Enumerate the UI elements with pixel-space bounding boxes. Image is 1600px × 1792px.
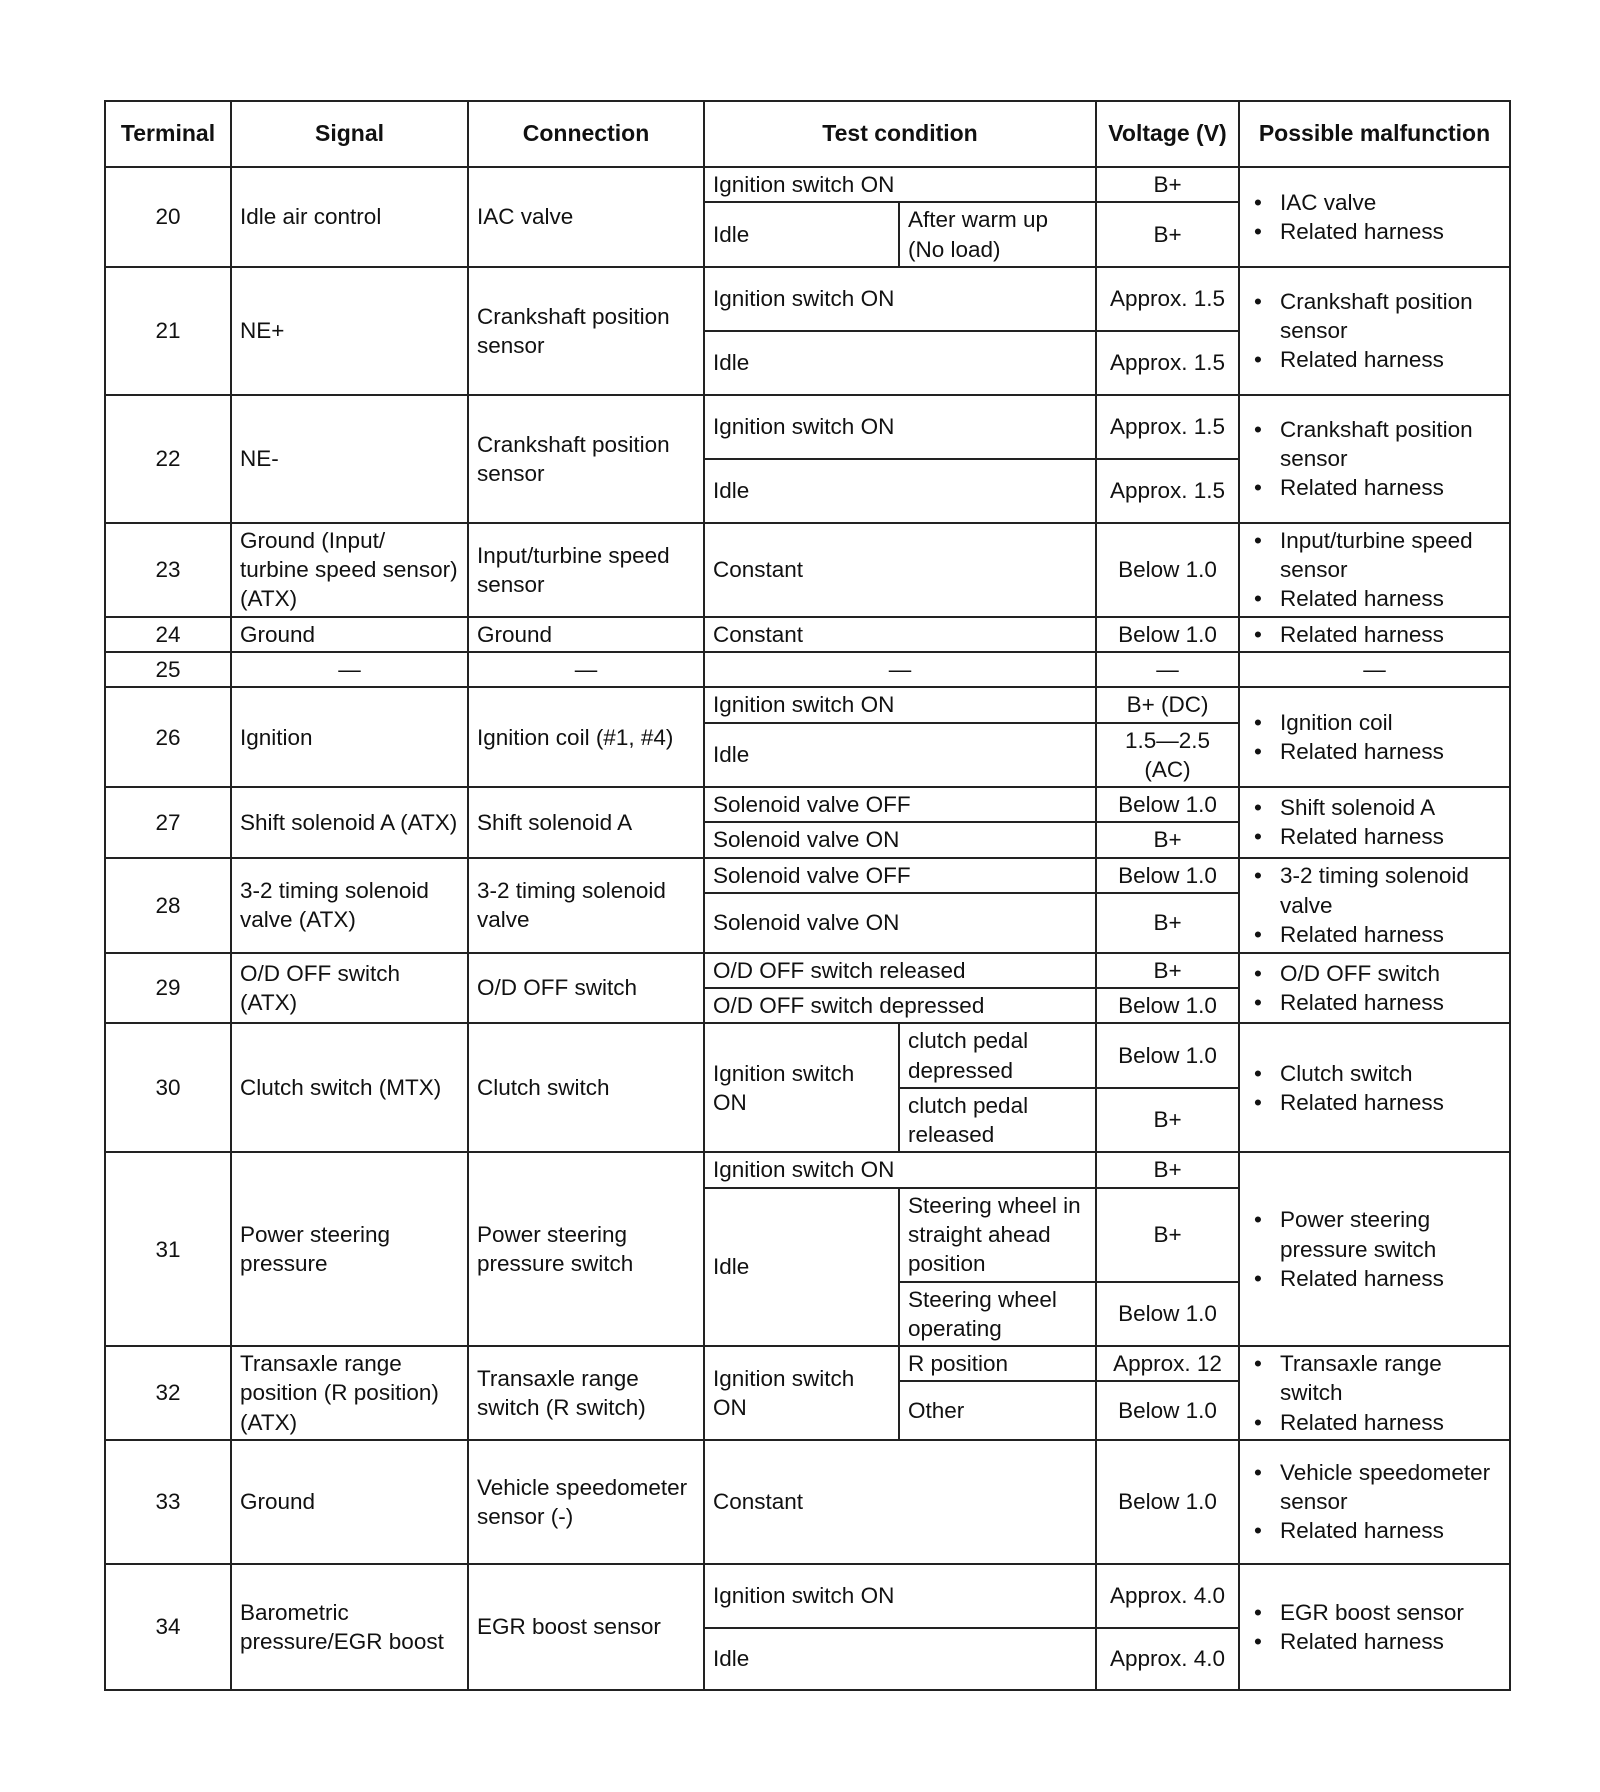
connection-cell: Transaxle range switch (R switch) (468, 1346, 704, 1440)
connection-cell: Ignition coil (#1, #4) (468, 687, 704, 787)
condition-cell: Constant (704, 523, 1096, 617)
condition-cell: Solenoid valve OFF (704, 858, 1096, 893)
malfunction-cell (1239, 1152, 1510, 1346)
condition-detail-cell: Steering wheel in straight ahead position (899, 1188, 1096, 1282)
terminal-cell: 21 (105, 267, 231, 395)
connection-cell: EGR boost sensor (468, 1564, 704, 1690)
malfunction-cell (1239, 1346, 1510, 1440)
malfunction-item: • Related harness (1248, 1264, 1501, 1293)
condition-cell: Idle (704, 1628, 1096, 1690)
terminal-cell: 34 (105, 1564, 231, 1690)
condition-cell: Ignition switch ON (704, 1346, 899, 1440)
malfunction-cell (1239, 858, 1510, 953)
table-row (105, 858, 1510, 893)
header-terminal: Terminal (105, 101, 231, 167)
signal-cell: Ground (231, 1440, 468, 1564)
voltage-cell: 1.5—2.5 (AC) (1096, 723, 1239, 788)
table-row (105, 1346, 1510, 1381)
terminal-cell: 27 (105, 787, 231, 858)
malfunction-cell (1239, 1564, 1510, 1690)
voltage-cell: Approx. 4.0 (1096, 1628, 1239, 1690)
condition-cell: O/D OFF switch released (704, 953, 1096, 988)
condition-detail-cell: After warm up (No load) (899, 202, 1096, 267)
terminal-cell: 28 (105, 858, 231, 953)
malfunction-item: • Transaxle range switch (1248, 1349, 1501, 1408)
voltage-cell: Below 1.0 (1096, 988, 1239, 1023)
condition-detail-cell: clutch pedal released (899, 1088, 1096, 1153)
terminal-cell: 24 (105, 617, 231, 652)
terminal-cell: 25 (105, 652, 231, 687)
condition-cell: Solenoid valve ON (704, 822, 1096, 857)
header-signal: Signal (231, 101, 468, 167)
signal-cell: — (231, 652, 468, 687)
condition-cell: O/D OFF switch depressed (704, 988, 1096, 1023)
malfunction-cell (1239, 523, 1510, 617)
malfunction-item: • Related harness (1248, 1088, 1501, 1117)
signal-cell: Power steering pressure (231, 1152, 468, 1346)
malfunction-cell (1239, 1023, 1510, 1152)
voltage-cell: Approx. 1.5 (1096, 395, 1239, 459)
malfunction-item: • Related harness (1248, 822, 1501, 851)
signal-cell: Shift solenoid A (ATX) (231, 787, 468, 858)
voltage-cell: Below 1.0 (1096, 1282, 1239, 1347)
connection-cell: Power steering pressure switch (468, 1152, 704, 1346)
voltage-cell: B+ (1096, 1188, 1239, 1282)
signal-cell: O/D OFF switch (ATX) (231, 953, 468, 1024)
signal-cell: Idle air control (231, 167, 468, 267)
connection-cell: Input/turbine speed sensor (468, 523, 704, 617)
voltage-cell: B+ (1096, 1152, 1239, 1187)
voltage-cell: Below 1.0 (1096, 858, 1239, 893)
connection-cell: Crankshaft position sensor (468, 267, 704, 395)
condition-cell: Ignition switch ON (704, 1564, 1096, 1628)
voltage-cell: Below 1.0 (1096, 1023, 1239, 1088)
voltage-cell: Approx. 1.5 (1096, 331, 1239, 395)
condition-cell: Ignition switch ON (704, 395, 1096, 459)
voltage-cell: B+ (1096, 1088, 1239, 1153)
signal-cell: NE- (231, 395, 468, 523)
voltage-cell: B+ (1096, 893, 1239, 953)
header-possible-malfunction: Possible malfunction (1239, 101, 1510, 167)
signal-cell: Ground (231, 617, 468, 652)
condition-cell: Constant (704, 1440, 1096, 1564)
malfunction-item: • Related harness (1248, 1627, 1501, 1656)
malfunction-item: • Related harness (1248, 584, 1501, 613)
table-row (105, 953, 1510, 988)
malfunction-cell (1239, 617, 1510, 652)
terminal-cell: 32 (105, 1346, 231, 1440)
connection-cell: Clutch switch (468, 1023, 704, 1152)
signal-cell: Ground (Input/ turbine speed sensor) (ATX) (231, 523, 468, 617)
signal-cell: Clutch switch (MTX) (231, 1023, 468, 1152)
connection-cell: 3-2 timing solenoid valve (468, 858, 704, 953)
signal-cell: Transaxle range position (R position) (ATX) (231, 1346, 468, 1440)
voltage-cell: Approx. 1.5 (1096, 459, 1239, 523)
condition-detail-cell: Steering wheel operating (899, 1282, 1096, 1347)
malfunction-cell (1239, 787, 1510, 858)
table-row (105, 1023, 1510, 1088)
condition-cell: Ignition switch ON (704, 267, 1096, 331)
malfunction-cell (1239, 1440, 1510, 1564)
condition-cell: Ignition switch ON (704, 687, 1096, 722)
terminal-cell: 33 (105, 1440, 231, 1564)
condition-cell: Idle (704, 459, 1096, 523)
table-row (105, 167, 1510, 202)
malfunction-item: • Related harness (1248, 1516, 1501, 1545)
table-row (105, 687, 1510, 722)
voltage-cell: Approx. 1.5 (1096, 267, 1239, 331)
malfunction-item: • Shift solenoid A (1248, 793, 1501, 822)
malfunction-item: • Related harness (1248, 620, 1501, 649)
condition-cell: Idle (704, 202, 899, 267)
malfunction-item: • Related harness (1248, 988, 1501, 1017)
table-row (105, 652, 1510, 687)
voltage-cell: Below 1.0 (1096, 523, 1239, 617)
header-connection: Connection (468, 101, 704, 167)
voltage-cell: Below 1.0 (1096, 1440, 1239, 1564)
table-row (105, 1564, 1510, 1628)
voltage-cell: B+ (1096, 822, 1239, 857)
voltage-cell: Below 1.0 (1096, 787, 1239, 822)
table-row (105, 787, 1510, 822)
terminal-cell: 29 (105, 953, 231, 1024)
connection-cell: O/D OFF switch (468, 953, 704, 1024)
terminal-cell: 22 (105, 395, 231, 523)
malfunction-item: • EGR boost sensor (1248, 1598, 1501, 1627)
condition-cell: Solenoid valve OFF (704, 787, 1096, 822)
malfunction-item: • Related harness (1248, 1408, 1501, 1437)
table-row (105, 1152, 1510, 1187)
condition-cell: Ignition switch ON (704, 167, 1096, 202)
voltage-cell: — (1096, 652, 1239, 687)
signal-cell: Barometric pressure/EGR boost (231, 1564, 468, 1690)
malfunction-item: • Ignition coil (1248, 708, 1501, 737)
voltage-cell: B+ (1096, 167, 1239, 202)
malfunction-item: • Crankshaft position sensor (1248, 287, 1501, 346)
condition-cell: Constant (704, 617, 1096, 652)
header-test-condition: Test condition (704, 101, 1096, 167)
connection-cell: IAC valve (468, 167, 704, 267)
malfunction-cell (1239, 167, 1510, 267)
malfunction-item: • IAC valve (1248, 188, 1501, 217)
voltage-cell: Approx. 4.0 (1096, 1564, 1239, 1628)
voltage-cell: B+ (1096, 953, 1239, 988)
malfunction-item: • Related harness (1248, 345, 1501, 374)
malfunction-cell: — (1239, 652, 1510, 687)
terminal-voltage-table (104, 100, 1511, 1691)
malfunction-item: • Related harness (1248, 737, 1501, 766)
condition-cell: Ignition switch ON (704, 1152, 1096, 1187)
connection-cell: Shift solenoid A (468, 787, 704, 858)
terminal-cell: 31 (105, 1152, 231, 1346)
connection-cell: Crankshaft position sensor (468, 395, 704, 523)
condition-cell: Idle (704, 331, 1096, 395)
condition-detail-cell: R position (899, 1346, 1096, 1381)
condition-cell: Solenoid valve ON (704, 893, 1096, 953)
connection-cell: Ground (468, 617, 704, 652)
malfunction-item: • Clutch switch (1248, 1059, 1501, 1088)
terminal-cell: 23 (105, 523, 231, 617)
connection-cell: — (468, 652, 704, 687)
table-row (105, 617, 1510, 652)
malfunction-item: • Power steering pressure switch (1248, 1205, 1501, 1264)
signal-cell: NE+ (231, 267, 468, 395)
malfunction-item: • 3-2 timing solenoid valve (1248, 861, 1501, 920)
condition-cell: Ignition switch ON (704, 1023, 899, 1152)
table-row (105, 1440, 1510, 1564)
condition-detail-cell: clutch pedal depressed (899, 1023, 1096, 1088)
malfunction-cell (1239, 953, 1510, 1024)
voltage-cell: Below 1.0 (1096, 1381, 1239, 1439)
malfunction-cell (1239, 395, 1510, 523)
voltage-cell: Approx. 12 (1096, 1346, 1239, 1381)
malfunction-cell (1239, 267, 1510, 395)
voltage-cell: B+ (1096, 202, 1239, 267)
malfunction-item: • Crankshaft position sensor (1248, 415, 1501, 474)
terminal-cell: 30 (105, 1023, 231, 1152)
voltage-cell: B+ (DC) (1096, 687, 1239, 722)
signal-cell: 3-2 timing solenoid valve (ATX) (231, 858, 468, 953)
condition-cell: — (704, 652, 1096, 687)
table-row (105, 523, 1510, 617)
malfunction-item: • Related harness (1248, 473, 1501, 502)
voltage-cell: Below 1.0 (1096, 617, 1239, 652)
table-row (105, 267, 1510, 331)
terminal-cell: 20 (105, 167, 231, 267)
condition-cell: Idle (704, 1188, 899, 1347)
malfunction-item: • Related harness (1248, 920, 1501, 949)
condition-detail-cell: Other (899, 1381, 1096, 1439)
header-voltage: Voltage (V) (1096, 101, 1239, 167)
connection-cell: Vehicle speedometer sensor (-) (468, 1440, 704, 1564)
malfunction-item: • Input/turbine speed sensor (1248, 526, 1501, 585)
terminal-cell: 26 (105, 687, 231, 787)
malfunction-item: • Vehicle speedometer sensor (1248, 1458, 1501, 1517)
header-row (105, 101, 1510, 167)
malfunction-item: • O/D OFF switch (1248, 959, 1501, 988)
signal-cell: Ignition (231, 687, 468, 787)
malfunction-cell (1239, 687, 1510, 787)
condition-cell: Idle (704, 723, 1096, 788)
table-row (105, 395, 1510, 459)
malfunction-item: • Related harness (1248, 217, 1501, 246)
